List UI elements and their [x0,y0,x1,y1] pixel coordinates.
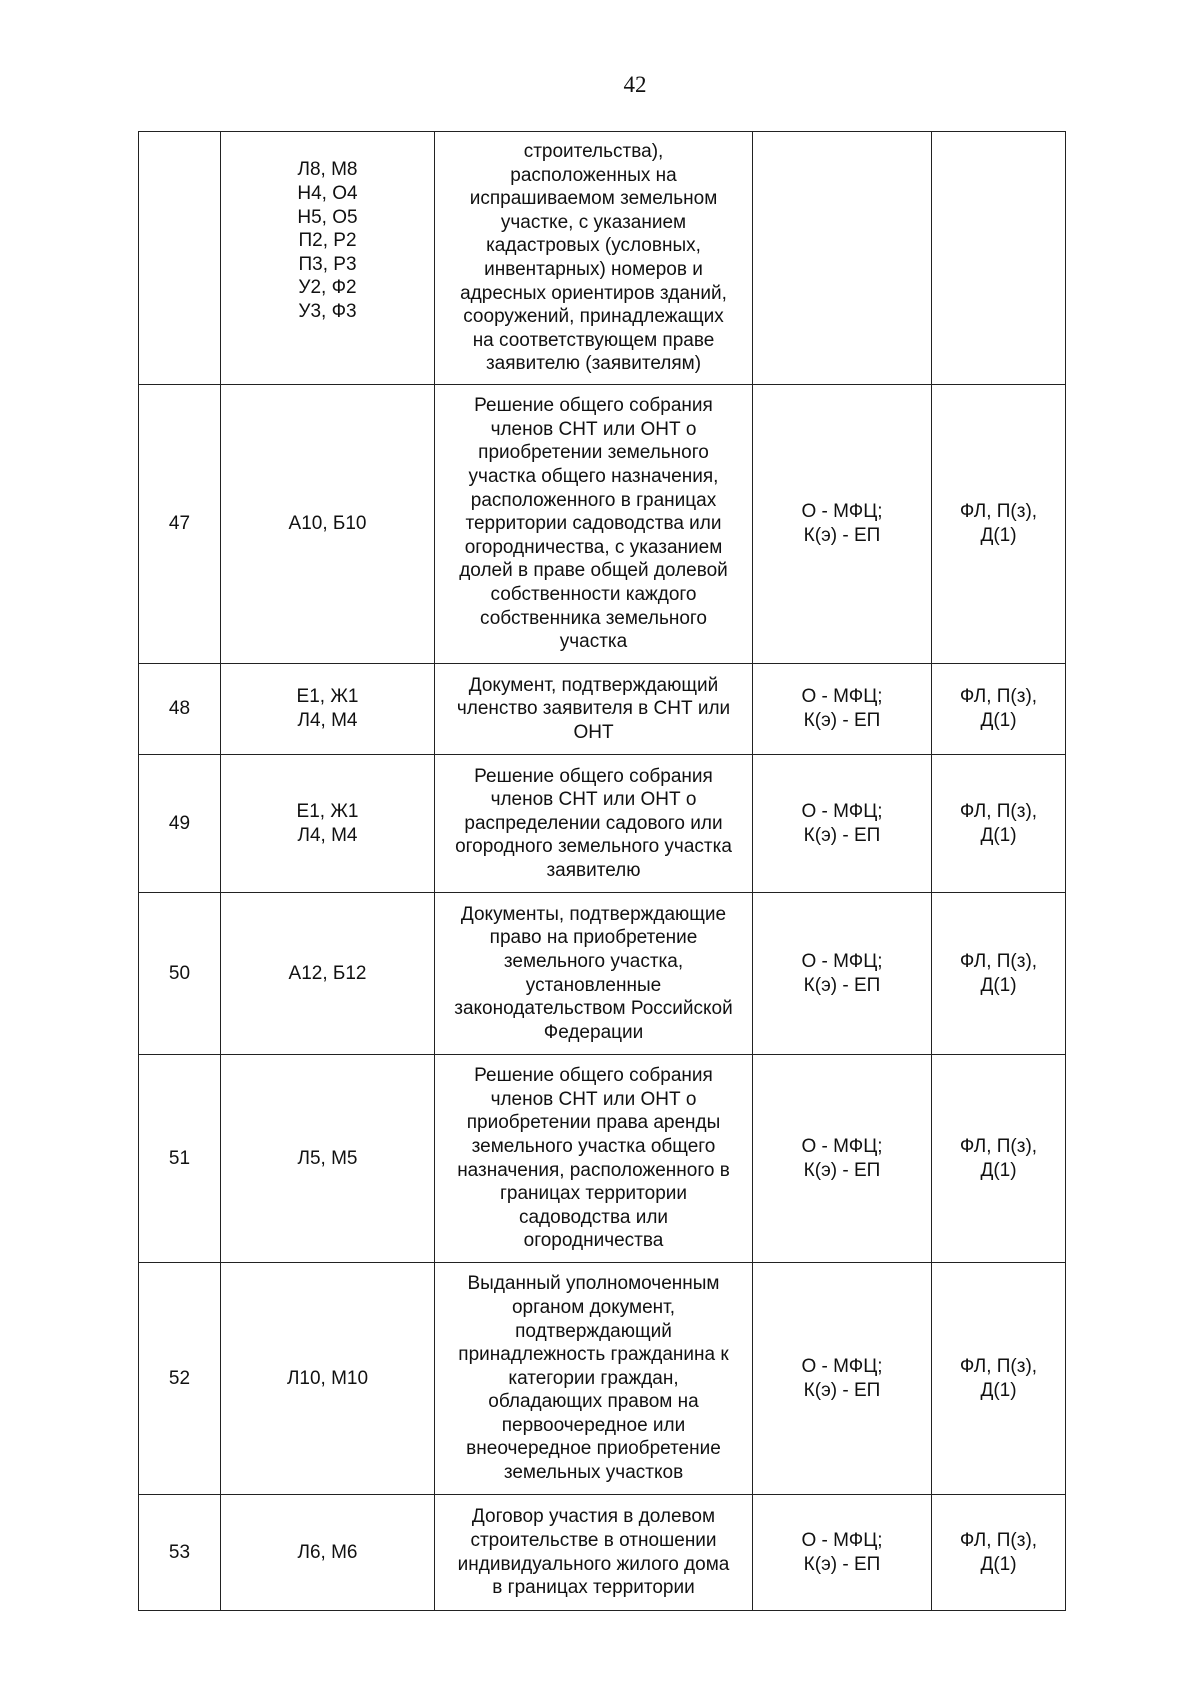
codes-cell: Л6, М6 [221,1495,435,1611]
row-number-cell: 50 [139,893,221,1055]
row-number-cell: 49 [139,755,221,893]
applicants-cell [932,132,1066,385]
row-number-cell: 47 [139,385,221,664]
submission-cell: О - МФЦ; К(э) - ЕП [753,664,932,755]
documents-table [138,131,1066,1611]
table-row [139,664,1066,755]
table-row [139,755,1066,893]
row-number-cell: 52 [139,1263,221,1495]
applicants-cell: ФЛ, П(з), Д(1) [932,385,1066,664]
row-number-cell: 53 [139,1495,221,1611]
table-row [139,1495,1066,1611]
document-cell: Решение общего собрания членов СНТ или ОНТ о приобретении права аренды земельного участка общего назначения, расположенного в границах территории садоводства или огородничества [435,1055,753,1263]
row-number-cell: 51 [139,1055,221,1263]
codes-cell: Л10, М10 [221,1263,435,1495]
codes-cell: Е1, Ж1 Л4, М4 [221,755,435,893]
document-cell: Договор участия в долевом строительстве в отношении индивидуального жилого дома в границах территории [435,1495,753,1611]
codes-cell: Л8, М8 Н4, О4 Н5, О5 П2, Р2 П3, Р3 У2, Ф2 У3, Ф3 [221,132,435,385]
submission-cell: О - МФЦ; К(э) - ЕП [753,893,932,1055]
submission-cell: О - МФЦ; К(э) - ЕП [753,1495,932,1611]
applicants-cell: ФЛ, П(з), Д(1) [932,893,1066,1055]
document-cell: Документ, подтверждающий членство заявителя в СНТ или ОНТ [435,664,753,755]
document-cell: Документы, подтверждающие право на приобретение земельного участка, установленные законодательством Российской Федерации [435,893,753,1055]
page-number: 42 [623,72,647,97]
document-cell: Решение общего собрания членов СНТ или ОНТ о приобретении земельного участка общего назначения, расположенного в границах территории садоводства или огородничества, с указанием долей в праве общей долевой собственности каждого собственника земельного участка [435,385,753,664]
applicants-cell: ФЛ, П(з), Д(1) [932,755,1066,893]
table-row [139,385,1066,664]
row-number-cell: 48 [139,664,221,755]
applicants-cell: ФЛ, П(з), Д(1) [932,1055,1066,1263]
document-cell: Выданный уполномоченным органом документ, подтверждающий принадлежность гражданина к категории граждан, обладающих правом на первоочередное или внеочередное приобретение земельных участков [435,1263,753,1495]
codes-cell: Л5, М5 [221,1055,435,1263]
table-row [139,132,1066,385]
table-row [139,1055,1066,1263]
submission-cell: О - МФЦ; К(э) - ЕП [753,1263,932,1495]
codes-cell: Е1, Ж1 Л4, М4 [221,664,435,755]
submission-cell: О - МФЦ; К(э) - ЕП [753,755,932,893]
document-cell: Решение общего собрания членов СНТ или ОНТ о распределении садового или огородного земельного участка заявителю [435,755,753,893]
applicants-cell: ФЛ, П(з), Д(1) [932,1495,1066,1611]
submission-cell [753,132,932,385]
table-row [139,1263,1066,1495]
document-cell: строительства), расположенных на испрашиваемом земельном участке, с указанием кадастровых (условных, инвентарных) номеров и адресных ориентиров зданий, сооружений, принадлежащих на соответствующем праве заявителю (заявителям) [435,132,753,385]
applicants-cell: ФЛ, П(з), Д(1) [932,1263,1066,1495]
submission-cell: О - МФЦ; К(э) - ЕП [753,385,932,664]
applicants-cell: ФЛ, П(з), Д(1) [932,664,1066,755]
codes-cell: А12, Б12 [221,893,435,1055]
table-row [139,893,1066,1055]
row-number-cell [139,132,221,385]
codes-cell: А10, Б10 [221,385,435,664]
submission-cell: О - МФЦ; К(э) - ЕП [753,1055,932,1263]
